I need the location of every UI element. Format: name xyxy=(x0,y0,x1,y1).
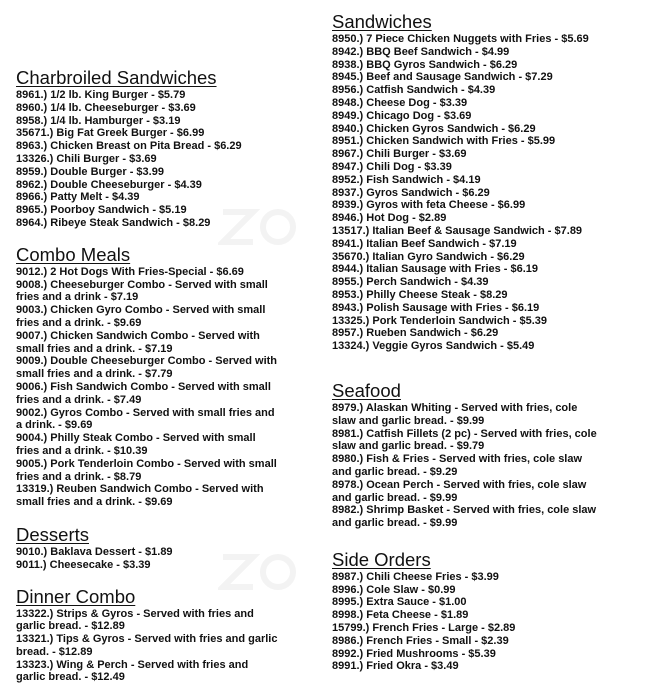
menu-section-side-orders xyxy=(332,550,604,673)
menu-item: 8995.) Extra Sauce - $1.00 xyxy=(332,596,467,609)
menu-section-desserts xyxy=(16,525,278,572)
section-heading: Seafood xyxy=(332,379,401,401)
menu-item: 8955.) Perch Sandwich - $4.39 xyxy=(332,276,489,289)
menu-item: 8965.) Poorboy Sandwich - $5.19 xyxy=(16,204,187,217)
section-heading: Combo Meals xyxy=(16,243,131,265)
menu-item: 8966.) Patty Melt - $4.39 xyxy=(16,191,140,204)
menu-item: 8944.) Italian Sausage with Fries - $6.19 xyxy=(332,263,539,276)
menu-item: 8998.) Feta Cheese - $1.89 xyxy=(332,609,469,622)
menu-item: 8938.) BBQ Gyros Sandwich - $6.29 xyxy=(332,58,518,71)
menu-item: 8946.) Hot Dog - $2.89 xyxy=(332,212,447,225)
section-heading: Dinner Combo xyxy=(16,585,136,607)
menu-item: 8964.) Ribeye Steak Sandwich - $8.29 xyxy=(16,216,211,229)
section-heading: Desserts xyxy=(16,523,89,545)
menu-section-sandwiches xyxy=(332,12,604,353)
menu-section-seafood xyxy=(332,381,604,530)
menu-item: 9010.) Baklava Dessert - $1.89 xyxy=(16,545,173,558)
menu-item: 8958.) 1/4 lb. Hamburger - $3.19 xyxy=(16,114,181,127)
menu-item: 8950.) 7 Piece Chicken Nuggets with Fries - $5.69 xyxy=(332,33,589,45)
menu-item: 8957.) Rueben Sandwich - $6.29 xyxy=(332,327,499,340)
menu-column-right xyxy=(332,12,604,688)
menu-item: 8986.) French Fries - Small - $2.39 xyxy=(332,634,509,647)
menu-item: 8937.) Gyros Sandwich - $6.29 xyxy=(332,186,490,199)
menu-item: 9002.) Gyros Combo - Served with small fries and a drink. - $9.69 xyxy=(16,406,275,432)
menu-item: 9009.) Double Cheeseburger Combo - Served with small fries and a drink. - $7.79 xyxy=(16,355,278,381)
menu-item: 8947.) Chili Dog - $3.39 xyxy=(332,160,452,173)
menu-item: 8980.) Fish & Fries - Served with fries, cole slaw and garlic bread. - $9.29 xyxy=(332,453,583,478)
menu-item: 8945.) Beef and Sausage Sandwich - $7.29 xyxy=(332,71,553,84)
menu-item: 8996.) Cole Slaw - $0.99 xyxy=(332,583,456,596)
menu-item: 13324.) Veggie Gyros Sandwich - $5.49 xyxy=(332,340,535,353)
menu-item: 13325.) Pork Tenderloin Sandwich - $5.39 xyxy=(332,314,547,327)
menu-item: 9003.) Chicken Gyro Combo - Served with small fries and a drink. - $9.69 xyxy=(16,304,266,329)
menu-item: 15799.) French Fries - Large - $2.89 xyxy=(332,622,516,635)
menu-item: 9012.) 2 Hot Dogs With Fries-Special - $6.69 xyxy=(16,265,244,278)
menu-item: 35671.) Big Fat Greek Burger - $6.99 xyxy=(16,127,205,140)
menu-item: 8978.) Ocean Perch - Served with fries, cole slaw and garlic bread. - $9.99 xyxy=(332,478,587,504)
section-heading: Sandwiches xyxy=(332,11,432,32)
menu-item: 9007.) Chicken Sandwich Combo - Served with small fries and a drink. - $7.19 xyxy=(16,329,260,355)
menu-item: 8948.) Cheese Dog - $3.39 xyxy=(332,96,468,109)
menu-item: 8952.) Fish Sandwich - $4.19 xyxy=(332,173,481,186)
menu-item: 8953.) Philly Cheese Steak - $8.29 xyxy=(332,288,508,301)
menu-item: 9004.) Philly Steak Combo - Served with small fries and a drink. - $10.39 xyxy=(16,432,256,457)
menu-item: 8942.) BBQ Beef Sandwich - $4.99 xyxy=(332,45,510,58)
menu-item: 8939.) Gyros with feta Cheese - $6.99 xyxy=(332,199,526,212)
menu-item: 13322.) Strips & Gyros - Served with fries and garlic bread. - $12.89 xyxy=(16,607,254,633)
menu-item: 13326.) Chili Burger - $3.69 xyxy=(16,152,157,165)
menu-item: 8951.) Chicken Sandwich with Fries - $5.99 xyxy=(332,135,556,148)
menu-item: 8967.) Chili Burger - $3.69 xyxy=(332,148,467,161)
menu-item: 9008.) Cheeseburger Combo - Served with small fries and a drink - $7.19 xyxy=(16,278,268,304)
menu-column-left xyxy=(16,68,278,699)
menu-item: 35670.) Italian Gyro Sandwich - $6.29 xyxy=(332,250,525,263)
menu-item: 13321.) Tips & Gyros - Served with fries and garlic bread. - $12.89 xyxy=(16,633,278,658)
menu-section-combo-meals xyxy=(16,245,278,509)
menu-item: 13323.) Wing & Perch - Served with fries and garlic bread. - $12.49 xyxy=(16,658,249,684)
menu-item: 8982.) Shrimp Basket - Served with fries, cole slaw and garlic bread. - $9.99 xyxy=(332,504,597,530)
menu-item: 8962.) Double Cheeseburger - $4.39 xyxy=(16,178,202,191)
menu-item: 8979.) Alaskan Whiting - Served with fries, cole slaw and garlic bread. - $9.99 xyxy=(332,401,578,427)
menu-item: 9006.) Fish Sandwich Combo - Served with small fries and a drink. - $7.49 xyxy=(16,380,271,406)
menu-item: 8940.) Chicken Gyros Sandwich - $6.29 xyxy=(332,122,536,135)
menu-item: 8992.) Fried Mushrooms - $5.39 xyxy=(332,647,496,660)
menu-item: 8956.) Catfish Sandwich - $4.39 xyxy=(332,84,496,97)
menu-section-dinner-combo xyxy=(16,587,278,685)
menu-item: 8959.) Double Burger - $3.99 xyxy=(16,165,164,178)
menu-section-charbroiled-sandwiches xyxy=(16,68,278,230)
menu-item: 9011.) Cheesecake - $3.39 xyxy=(16,558,151,571)
section-heading: Charbroiled Sandwiches xyxy=(16,67,217,88)
menu-item: 8941.) Italian Beef Sandwich - $7.19 xyxy=(332,237,517,250)
menu-item: 8943.) Polish Sausage with Fries - $6.19 xyxy=(332,301,540,314)
menu-item: 13517.) Italian Beef & Sausage Sandwich - $7.89 xyxy=(332,224,583,237)
menu-item: 8987.) Chili Cheese Fries - $3.99 xyxy=(332,570,499,583)
menu-item: 8961.) 1/2 lb. King Burger - $5.79 xyxy=(16,89,186,101)
section-heading: Side Orders xyxy=(332,548,431,570)
menu-item: 8960.) 1/4 lb. Cheeseburger - $3.69 xyxy=(16,101,196,114)
menu-item: 9005.) Pork Tenderloin Combo - Served with small fries and a drink. - $8.79 xyxy=(16,457,277,483)
menu-item: 13319.) Reuben Sandwich Combo - Served with small fries and a drink. - $9.69 xyxy=(16,483,264,509)
menu-item: 8981.) Catfish Fillets (2 pc) - Served with fries, cole slaw and garlic bread. - $9.79 xyxy=(332,427,597,453)
menu-item: 8991.) Fried Okra - $3.49 xyxy=(332,660,459,673)
menu-item: 8963.) Chicken Breast on Pita Bread - $6.29 xyxy=(16,140,242,153)
menu-item: 8949.) Chicago Dog - $3.69 xyxy=(332,109,472,122)
